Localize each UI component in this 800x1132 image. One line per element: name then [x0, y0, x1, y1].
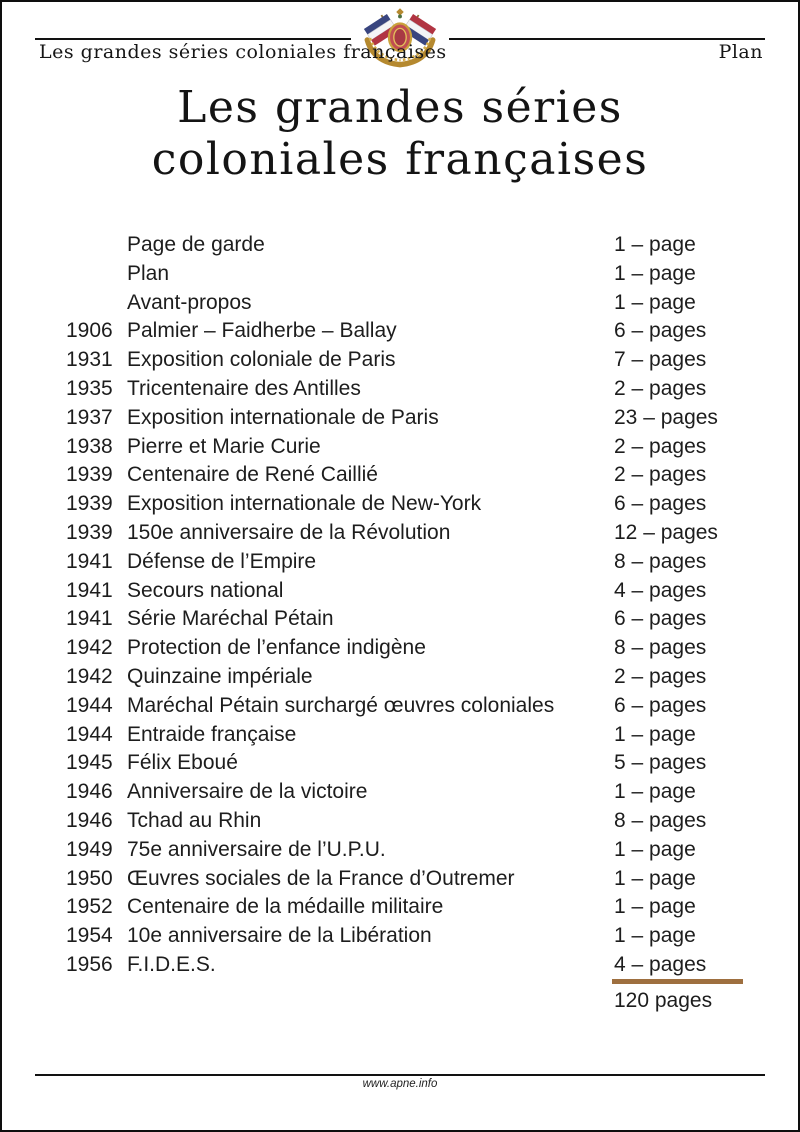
- toc-page-count: 1 – page: [614, 722, 696, 746]
- toc-year: 1941: [66, 549, 113, 573]
- toc-year: 1942: [66, 636, 113, 660]
- toc-page-count: 4 – pages: [614, 952, 707, 976]
- toc-entry-title: Tchad au Rhin: [127, 808, 262, 832]
- toc-entry-title: Exposition coloniale de Paris: [127, 348, 396, 372]
- toc-page-count: 5 – pages: [614, 751, 707, 775]
- toc-year: 1946: [66, 808, 113, 832]
- toc-row: [2, 893, 798, 922]
- toc-entry-title: Anniversaire de la victoire: [127, 780, 368, 804]
- toc-entry-title: Centenaire de la médaille militaire: [127, 895, 444, 919]
- toc-row: [2, 922, 798, 951]
- toc-row: [2, 721, 798, 750]
- toc-entry-title: Maréchal Pétain surchargé œuvres coloniales: [127, 693, 555, 717]
- toc-row: [2, 605, 798, 634]
- toc-row: [2, 548, 798, 577]
- toc-year: 1952: [66, 895, 113, 919]
- toc-entry-title: Exposition internationale de New-York: [127, 492, 482, 516]
- toc-page-count: 1 – page: [614, 233, 696, 256]
- toc-page-count: 2 – pages: [614, 434, 707, 458]
- page-title-line2: coloniales françaises: [151, 134, 649, 185]
- toc-year: 1956: [66, 952, 113, 976]
- toc-page-count: 23 – pages: [614, 405, 718, 429]
- toc-year: 1906: [66, 319, 113, 343]
- toc-year: 1939: [66, 520, 113, 544]
- toc-entry-title: Page de garde: [127, 233, 265, 256]
- toc-entry-title: Centenaire de René Caillié: [127, 463, 378, 487]
- toc-entry-title: Défense de l’Empire: [127, 549, 317, 573]
- toc-page-count: 6 – pages: [614, 319, 707, 343]
- toc-entry-title: Pierre et Marie Curie: [127, 434, 321, 458]
- toc-page-count: 8 – pages: [614, 636, 707, 660]
- toc-entry-title: 10e anniversaire de la Libération: [127, 924, 432, 948]
- toc-page-count: 6 – pages: [614, 693, 707, 717]
- toc-year: 1944: [66, 722, 113, 746]
- toc-row: [2, 692, 798, 721]
- toc-year: 1950: [66, 866, 113, 890]
- toc-page-count: 1 – page: [614, 290, 696, 314]
- toc-entry-title: Félix Eboué: [127, 751, 238, 775]
- toc-entry-title: 150e anniversaire de la Révolution: [127, 520, 451, 544]
- page-header: [39, 41, 763, 63]
- toc-page-count: 2 – pages: [614, 664, 707, 688]
- toc-row: [2, 289, 798, 318]
- toc-year: 1954: [66, 924, 113, 948]
- total-rule: [612, 979, 743, 984]
- toc-page-count: 4 – pages: [614, 578, 707, 602]
- total-pages: 120 pages: [614, 989, 713, 1012]
- toc-year: 1939: [66, 463, 113, 487]
- toc-page-count: 6 – pages: [614, 607, 707, 631]
- toc-row: [2, 951, 798, 980]
- toc-entry-title: Œuvres sociales de la France d’Outremer: [127, 866, 515, 890]
- toc-row: [2, 404, 798, 433]
- toc-year: 1944: [66, 693, 113, 717]
- toc-entry-title: Palmier – Faidherbe – Ballay: [127, 319, 397, 343]
- toc-page-count: 1 – page: [614, 261, 696, 285]
- toc-year: 1938: [66, 434, 113, 458]
- page-title: [2, 82, 798, 186]
- toc-row: [2, 519, 798, 548]
- toc-entry-title: Tricentenaire des Antilles: [127, 376, 361, 400]
- toc-row: [2, 663, 798, 692]
- toc-row: [2, 807, 798, 836]
- toc-page-count: 7 – pages: [614, 348, 707, 372]
- toc-year: 1939: [66, 492, 113, 516]
- toc-row: [2, 634, 798, 663]
- toc-year: 1945: [66, 751, 113, 775]
- toc-page-count: 1 – page: [614, 895, 696, 919]
- toc-page-count: 1 – page: [614, 866, 696, 890]
- toc-row: [2, 231, 798, 260]
- toc-entry-title: Plan: [127, 261, 170, 285]
- page-title-line1: Les grandes séries: [177, 82, 623, 133]
- toc-entry-title: F.I.D.E.S.: [127, 952, 216, 976]
- toc-row: [2, 346, 798, 375]
- toc-page-count: 12 – pages: [614, 520, 718, 544]
- toc-row: [2, 865, 798, 894]
- toc-entry-title: Exposition internationale de Paris: [127, 405, 439, 429]
- toc-page-count: 1 – page: [614, 780, 696, 804]
- toc-page-count: 2 – pages: [614, 463, 707, 487]
- toc-row: [2, 317, 798, 346]
- toc-year: 1931: [66, 348, 113, 372]
- toc-entry-title: Secours national: [127, 578, 284, 602]
- header-section-label: Plan: [718, 41, 763, 63]
- toc-year: 1949: [66, 837, 113, 861]
- toc-year: 1941: [66, 578, 113, 602]
- toc-row: [2, 577, 798, 606]
- toc-row: [2, 375, 798, 404]
- toc-row: [2, 490, 798, 519]
- toc-entry-title: 75e anniversaire de l’U.P.U.: [127, 837, 386, 861]
- toc-entry-title: Quinzaine impériale: [127, 664, 313, 688]
- footer-rule: [35, 1074, 765, 1076]
- toc-entry-title: Avant-propos: [127, 290, 252, 314]
- toc-row: [2, 260, 798, 289]
- table-of-contents: [2, 231, 798, 980]
- toc-page-count: 8 – pages: [614, 808, 707, 832]
- toc-entry-title: Entraide française: [127, 722, 297, 746]
- toc-row: [2, 836, 798, 865]
- toc-row: [2, 749, 798, 778]
- toc-row: [2, 461, 798, 490]
- toc-year: 1941: [66, 607, 113, 631]
- toc-page-count: 1 – page: [614, 924, 696, 948]
- toc-page-count: 2 – pages: [614, 376, 707, 400]
- toc-entry-title: Protection de l’enfance indigène: [127, 636, 426, 660]
- toc-year: 1935: [66, 376, 113, 400]
- header-series-title: Les grandes séries coloniales françaises: [39, 41, 447, 63]
- toc-row: [2, 433, 798, 462]
- toc-year: 1942: [66, 664, 113, 688]
- toc-year: 1946: [66, 780, 113, 804]
- toc-entry-title: Série Maréchal Pétain: [127, 607, 334, 631]
- toc-year: 1937: [66, 405, 113, 429]
- toc-row: [2, 778, 798, 807]
- toc-page-count: 1 – page: [614, 837, 696, 861]
- toc-page-count: 8 – pages: [614, 549, 707, 573]
- toc-page-count: 6 – pages: [614, 492, 707, 516]
- footer-url: www.apne.info: [362, 1078, 438, 1090]
